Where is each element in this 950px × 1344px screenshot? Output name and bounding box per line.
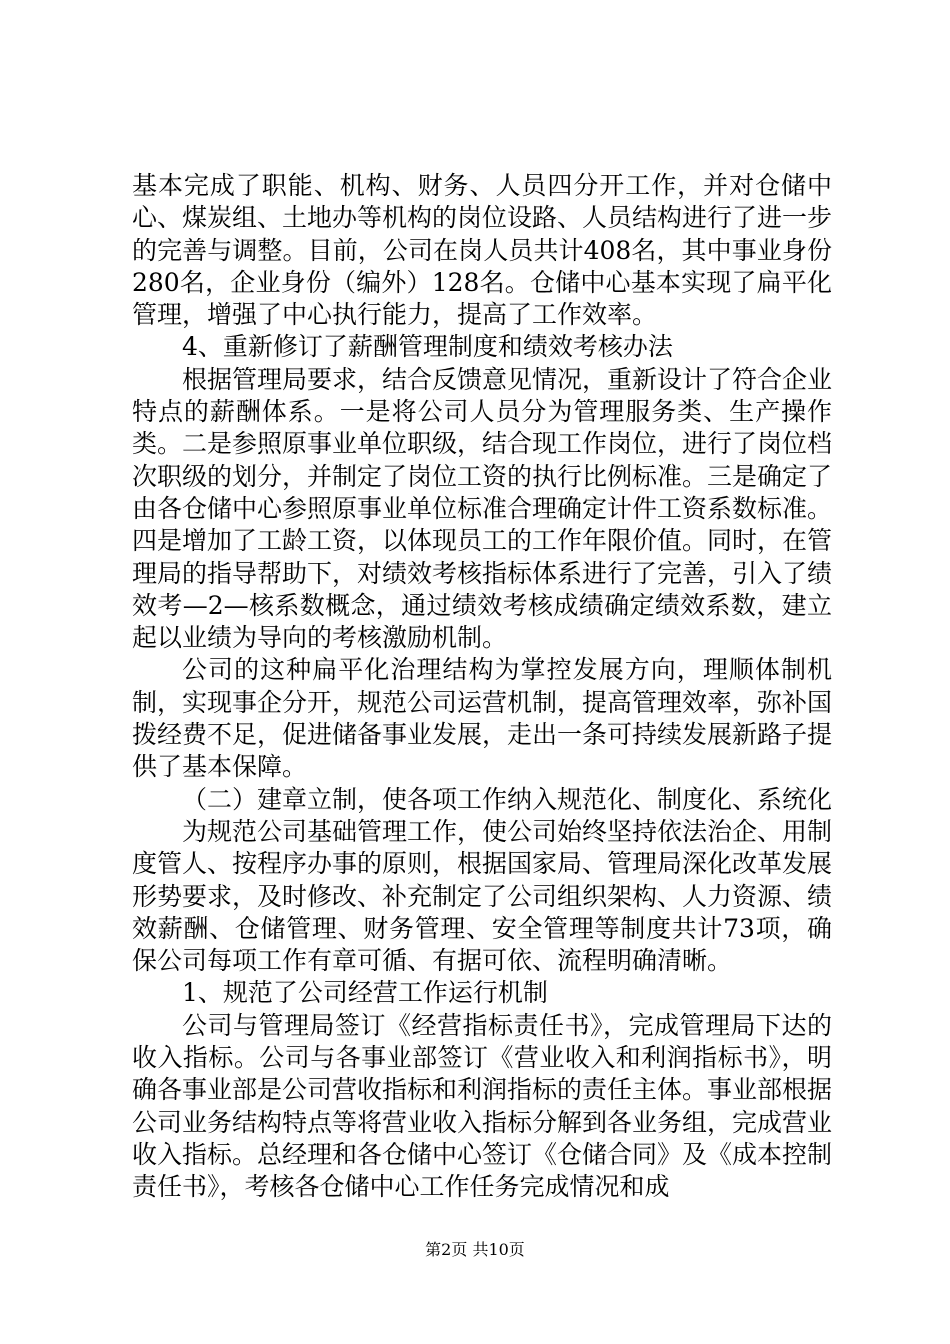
- heading-salary-revision: 4、重新修订了薪酬管理制度和绩效考核办法: [182, 332, 673, 362]
- heading-section-two: （二）建章立制，使各项工作纳入规范化、制度化、系统化: [182, 784, 833, 814]
- paragraph-indicator-contracts: 公司与管理局签订《经营指标责任书》，完成管理局下达的收入指标。公司与各事业部签订《营业收入和利润指标书》，明确各事业部是公司营收指标和利润指标的责任主体。事业部根据公司业务结构特点等将营业收入指标分解到各业务组，完成营业收入指标。总经理和各仓储中心签订《仓储合同》及《成本控制责任书》，考核各仓储中心工作任务完成情况和成: [132, 1010, 833, 1202]
- paragraph-salary-system: 根据管理局要求，结合反馈意见情况，重新设计了符合企业特点的薪酬体系。一是将公司人员分为管理服务类、生产操作类。二是参照原事业单位职级，结合现工作岗位，进行了岗位档次职级的划分，并制定了岗位工资的执行比例标准。三是确定了由各仓储中心参照原事业单位标准合理确定计件工资系数标准。四是增加了工龄工资，以体现员工的工作年限价值。同时，在管理局的指导帮助下，对绩效考核指标体系进行了完善，引入了绩效考—2—核系数概念，通过绩效考核成绩确定绩效系数，建立起以业绩为导向的考核激励机制。: [132, 364, 833, 653]
- document-body: [132, 170, 832, 1204]
- heading-operation-mechanism: 1、规范了公司经营工作运行机制: [182, 978, 548, 1008]
- page-footer: 第2页 共10页: [425, 1240, 525, 1259]
- paragraph-governance-structure: 公司的这种扁平化治理结构为掌控发展方向，理顺体制机制，实现事企分开，规范公司运营机制，提高管理效率，弥补国拨经费不足，促进储备事业发展，走出一条可持续发展新路子提供了基本保障。: [132, 655, 833, 782]
- paragraph-regulations: 为规范公司基础管理工作，使公司始终坚持依法治企、用制度管人、按程序办事的原则，根据国家局、管理局深化改革发展形势要求，及时修改、补充制定了公司组织架构、人力资源、绩效薪酬、仓储管理、财务管理、安全管理等制度共计73项，确保公司每项工作有章可循、有据可依、流程明确清晰。: [132, 816, 833, 976]
- paragraph-continuation: 基本完成了职能、机构、财务、人员四分开工作，并对仓储中心、煤炭组、土地办等机构的岗位设路、人员结构进行了进一步的完善与调整。目前，公司在岗人员共计408名，其中事业身份280名，企业身份（编外）128名。仓储中心基本实现了扁平化管理，增强了中心执行能力，提高了工作效率。: [132, 171, 833, 330]
